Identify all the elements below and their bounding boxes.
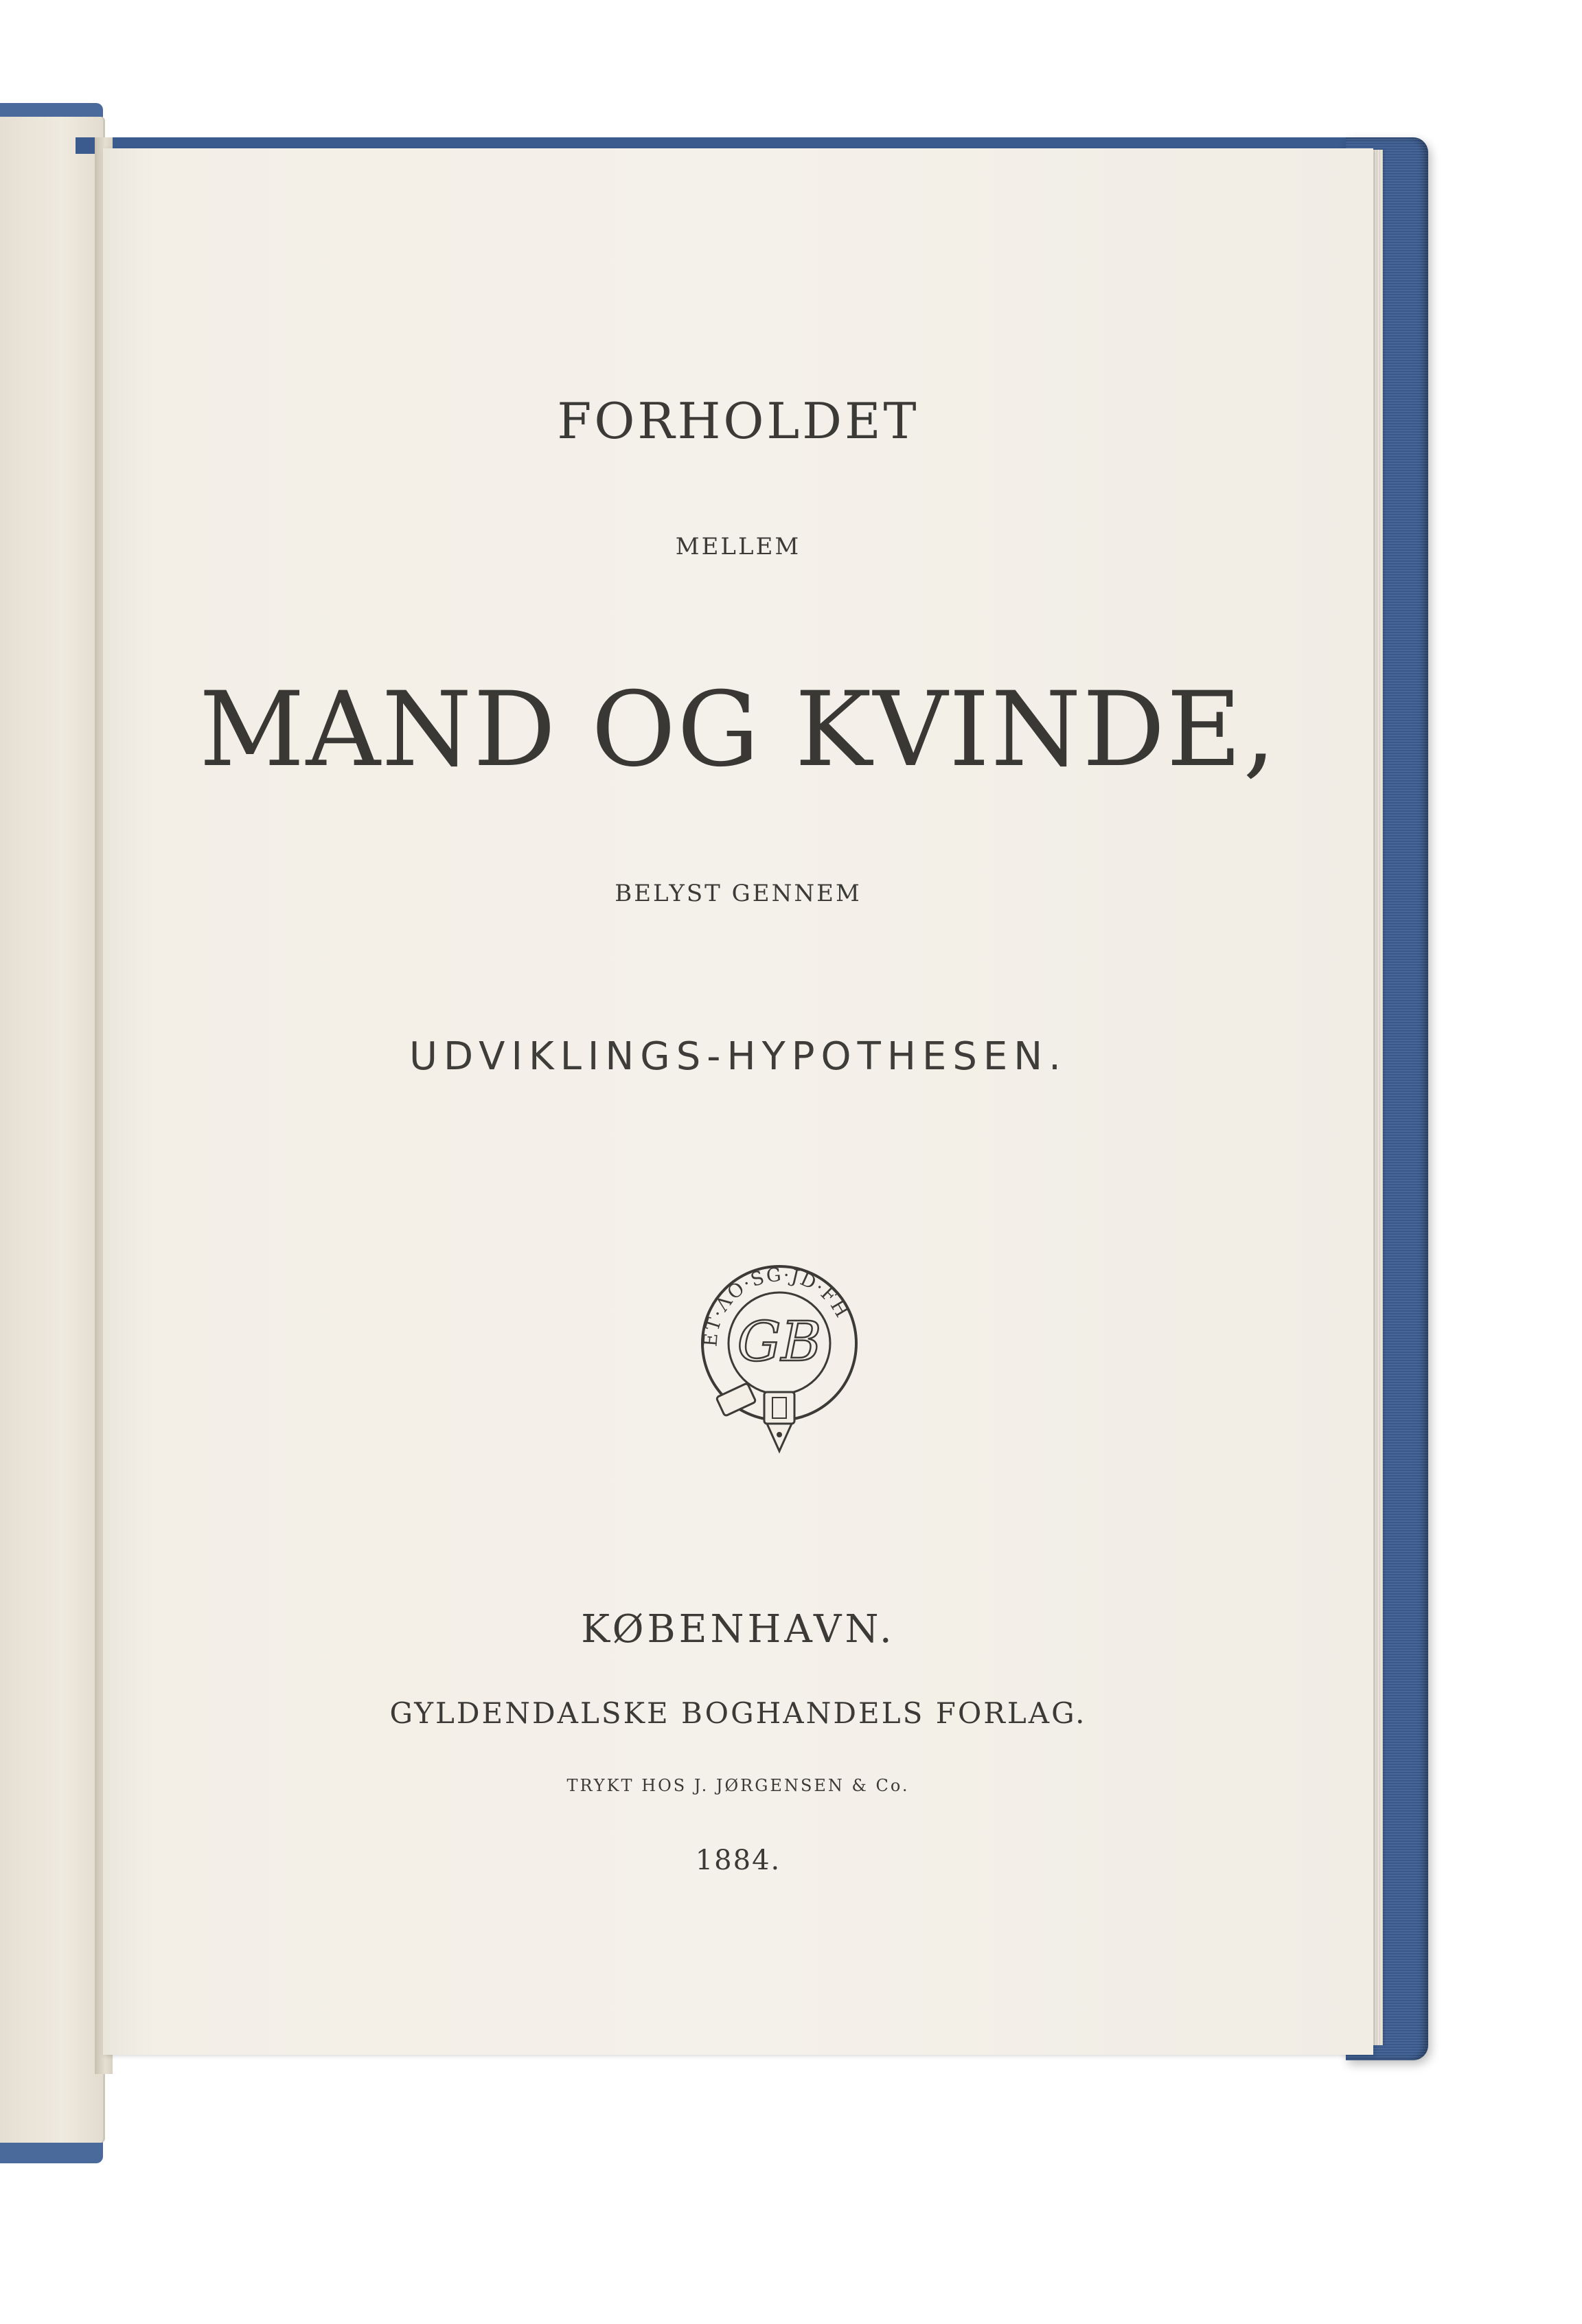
publisher-monogram-seal-icon	[690, 1257, 869, 1457]
imprint-printer: TRYKT HOS J. JØRGENSEN & Co.	[566, 1776, 910, 1795]
title-line-mellem: MELLEM	[675, 533, 801, 560]
subtitle: UDVIKLINGS-HYPOTHESEN.	[409, 1034, 1067, 1079]
imprint-publisher: GYLDENDALSKE BOGHANDELS FORLAG.	[389, 1696, 1087, 1730]
imprint-year: 1884.	[695, 1845, 781, 1876]
left-endpaper	[0, 117, 105, 2143]
imprint-city: KØBENHAVN.	[581, 1607, 895, 1652]
title-page	[103, 148, 1373, 2055]
main-title: MAND OG KVINDE,	[199, 670, 1277, 790]
seal-monogram: GB	[737, 1310, 822, 1374]
seal-ring-text: ET·ΛO·SG·JD·FH	[700, 1264, 853, 1348]
title-line-belyst: BELYST GENNEM	[615, 880, 862, 907]
title-line-forholdet: FORHOLDET	[557, 392, 919, 450]
